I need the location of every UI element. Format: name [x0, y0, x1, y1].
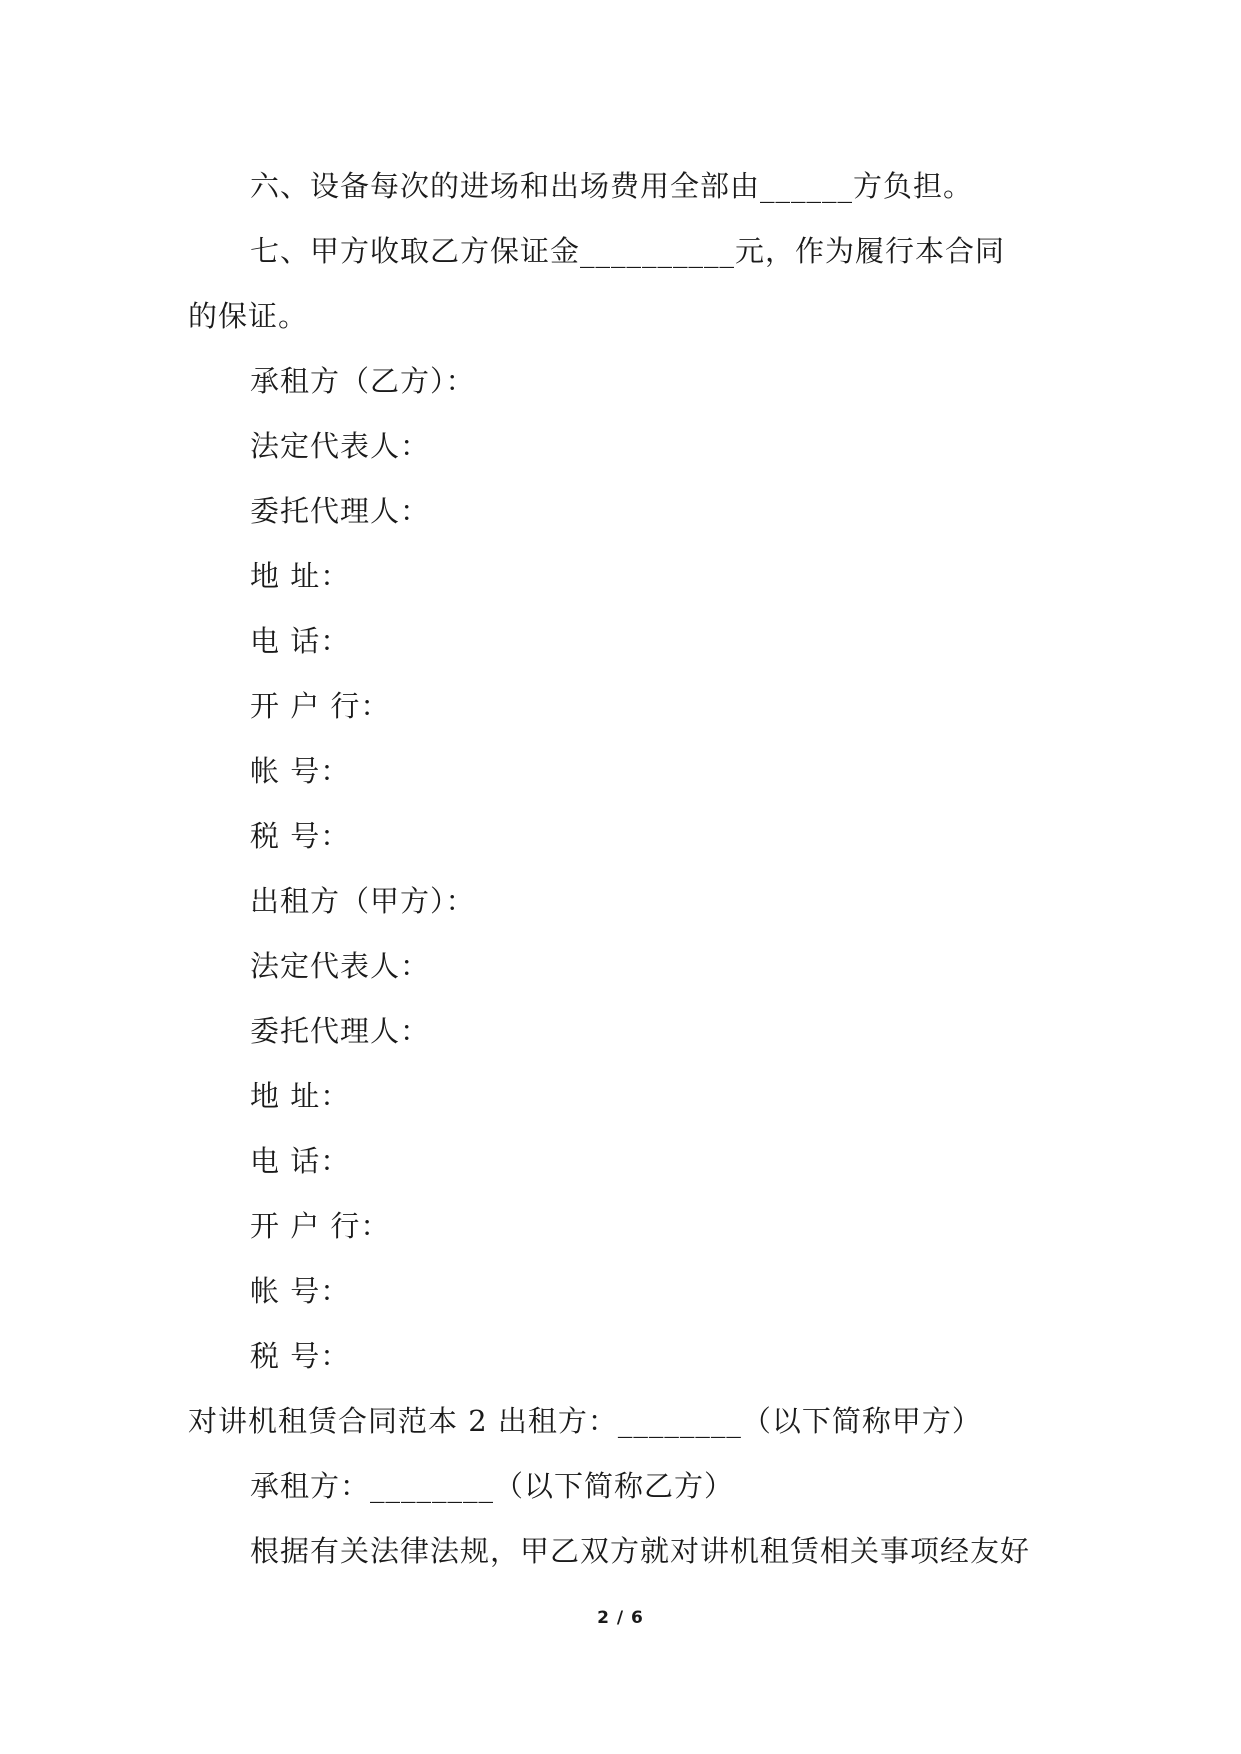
clause-six: 六、设备每次的进场和出场费用全部由______方负担。: [250, 169, 974, 203]
lessee-tax-id: 税 号：: [250, 819, 351, 853]
lessor-heading: 出租方（甲方）：: [250, 884, 476, 918]
lessee-account: 帐 号：: [250, 754, 351, 788]
lessee-address: 地 址：: [250, 559, 351, 593]
contract-two-preamble: 根据有关法律法规，甲乙双方就对讲机租赁相关事项经友好: [250, 1534, 1031, 1568]
lessee-phone: 电 话：: [250, 624, 351, 658]
lessee-legal-rep: 法定代表人：: [250, 429, 431, 463]
lessor-agent: 委托代理人：: [250, 1014, 431, 1048]
lessee-bank: 开 户 行：: [250, 689, 391, 723]
clause-seven-continued: 的保证。: [188, 299, 309, 333]
lessor-legal-rep: 法定代表人：: [250, 949, 431, 983]
lessor-address: 地 址：: [250, 1079, 351, 1113]
lessee-agent: 委托代理人：: [250, 494, 431, 528]
lessor-bank: 开 户 行：: [250, 1209, 391, 1243]
contract-two-lessee: 承租方：________（以下简称乙方）: [250, 1469, 735, 1503]
clause-seven: 七、甲方收取乙方保证金__________元，作为履行本合同: [250, 234, 1006, 268]
lessor-phone: 电 话：: [250, 1144, 351, 1178]
page-number: 2 / 6: [597, 1608, 644, 1628]
lessor-tax-id: 税 号：: [250, 1339, 351, 1373]
lessee-heading: 承租方（乙方）：: [250, 364, 476, 398]
contract-two-title-and-lessor: 对讲机租赁合同范本 2 出租方：________（以下简称甲方）: [188, 1404, 982, 1438]
lessor-account: 帐 号：: [250, 1274, 351, 1308]
